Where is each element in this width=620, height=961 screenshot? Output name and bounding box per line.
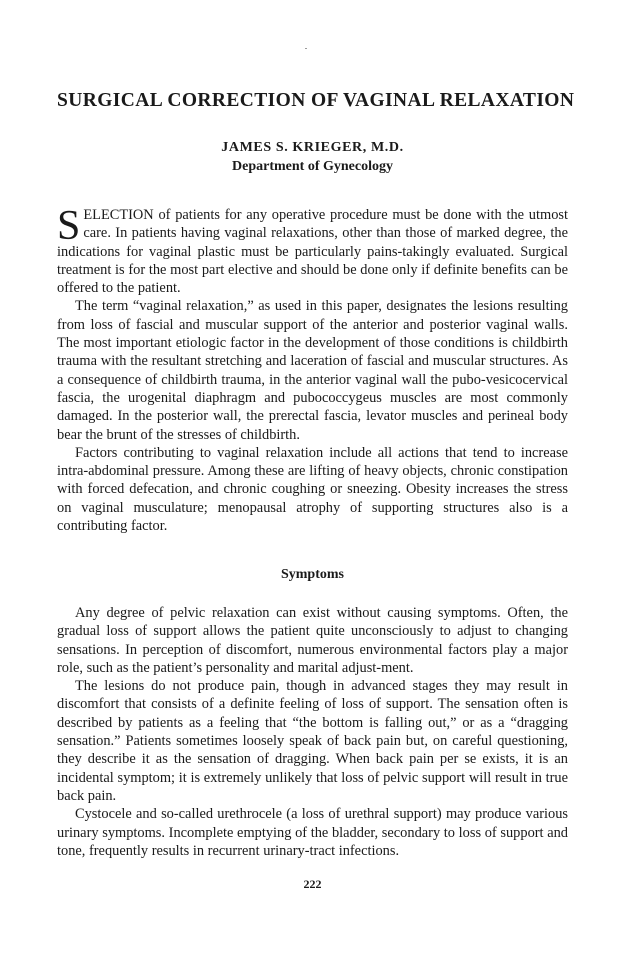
author-affiliation: Department of Gynecology <box>232 159 393 174</box>
intro-paragraph-3: Factors contributing to vaginal relaxation include all actions that tend to increase intra-abdominal pressure. Among these are lifting of heavy objects, chronic constipation with forced defecation, and chronic coughing or sneezing. Obesity increases the stress on vaginal musculature; menopausal atrophy of supporting structures also is a contributing factor. <box>57 444 568 535</box>
section-heading-symptoms: Symptoms <box>280 567 344 582</box>
intro-section <box>57 203 568 535</box>
intro-paragraph-1 <box>57 203 568 297</box>
page-number: 222 <box>303 877 322 891</box>
author-name: JAMES S. KRIEGER, M.D. <box>221 140 404 155</box>
symptoms-paragraph-1: Any degree of pelvic relaxation can exist without causing symptoms. Often, the gradual loss of support allows the patient quite unconsciously to adjust to changing sensations. In perception of discomfort, numerous environmental factors play a major role, such as the patient’s personality and marital adjust-ment. <box>57 605 568 676</box>
print-mark <box>305 48 307 49</box>
article-title: SURGICAL CORRECTION OF VAGINAL RELAXATION <box>57 90 575 111</box>
drop-cap: S <box>57 203 81 249</box>
symptoms-paragraph-2: The lesions do not produce pain, though in advanced stages they may result in discomfort that consists of a definite feeling of loss of support. The sensation often is described by patients as a feeling that “the bottom is falling out,” or as a “dragging sensation.” Patients sometimes loosely speak of back pain but, on careful questioning, they describe it as the sensation of dragging. When back pain per se exists, it is an incidental symptom; it is extremely unlikely that loss of pelvic support will result in true back pain. <box>57 678 568 804</box>
symptoms-paragraph-3: Cystocele and so-called urethrocele (a loss of urethral support) may produce various urinary symptoms. Incomplete emptying of the bladder, secondary to loss of support and tone, frequently results in recurrent urinary-tract infections. <box>57 806 568 859</box>
intro-paragraph-1-text: ELECTION of patients for any operative procedure must be done with the utmost care. In patients having vaginal relaxations, other than those of marked degree, the indications for vaginal plastic must be particularly pains-takingly evaluated. Surgical treatment is for the most part elective and should be done only if definite benefits can be offered to the patient. <box>57 207 568 297</box>
symptoms-section <box>57 604 568 860</box>
intro-paragraph-2: The term “vaginal relaxation,” as used in this paper, designates the lesions resulting from loss of fascial and muscular support of the anterior and posterior vaginal walls. The most important etiologic factor in the development of those conditions is childbirth trauma with the resultant stretching and laceration of fascial and muscular structures. As a consequence of childbirth trauma, in the anterior vaginal wall the pubo-vesicocervical fascia, the urogenital diaphragm and pubococcygeus muscles are most commonly damaged. In the posterior wall, the prerectal fascia, levator muscles and perineal body bear the brunt of the stresses of childbirth. <box>57 298 568 443</box>
journal-page <box>57 0 575 961</box>
